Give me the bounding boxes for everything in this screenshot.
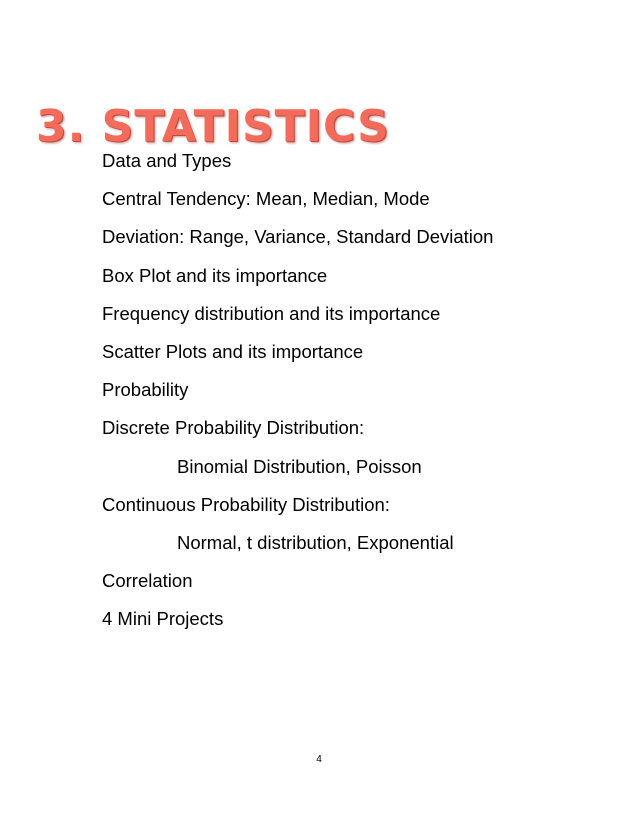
topic-item-correlation: Correlation (102, 570, 193, 592)
section-title: 3. STATISTICS (36, 101, 390, 153)
topic-item-continuous-probability: Continuous Probability Distribution: (102, 493, 390, 515)
topic-item-data-and-types: Data and Types (102, 150, 232, 171)
topic-list (102, 149, 622, 645)
topic-item-deviation: Deviation: Range, Variance, Standard Deviation (102, 226, 494, 248)
topic-item-box-plot: Box Plot and its importance (102, 264, 328, 286)
subtopic-item-normal-t-exponential: Normal, t distribution, Exponential (177, 531, 454, 553)
topic-item-probability: Probability (102, 379, 189, 401)
topic-item-frequency-distribution: Frequency distribution and its importance (102, 302, 441, 324)
topic-item-scatter-plots: Scatter Plots and its importance (102, 340, 364, 362)
subtopic-item-binomial-poisson: Binomial Distribution, Poisson (177, 455, 422, 477)
topic-item-mini-projects: 4 Mini Projects (102, 608, 224, 630)
topic-item-discrete-probability: Discrete Probability Distribution: (102, 417, 365, 439)
page-number: 4 (316, 754, 322, 765)
topic-item-central-tendency: Central Tendency: Mean, Median, Mode (102, 188, 430, 210)
